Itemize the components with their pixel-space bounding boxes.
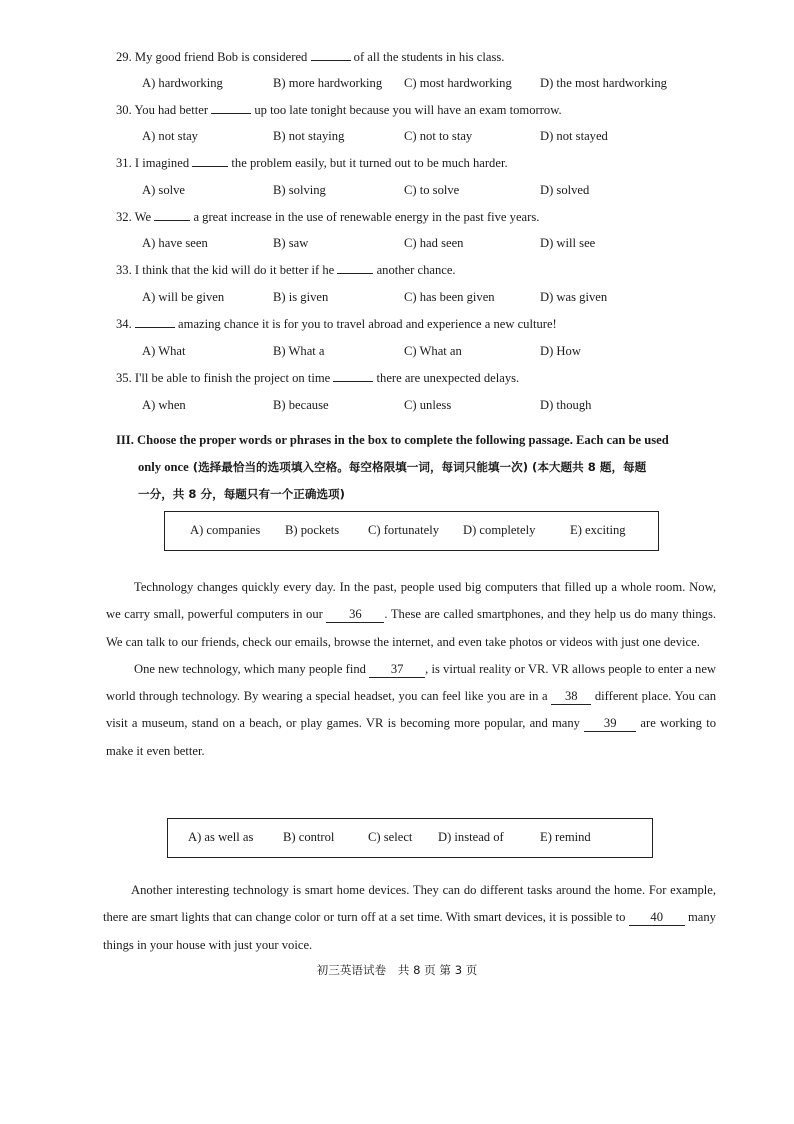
answer-blank [192, 166, 228, 167]
question-32 [116, 210, 539, 225]
option-c: C) unless [404, 398, 452, 412]
option-b: B) is given [273, 290, 329, 304]
word-box-2 [167, 818, 653, 858]
question-stem: there are unexpected delays. [373, 371, 520, 385]
options-33 [142, 290, 702, 308]
section-3-instructions [116, 427, 716, 508]
option-a: A) solve [142, 183, 186, 197]
paragraph: Another interesting technology is smart home devices. They can do different tasks around the home. For example, there are smart lights that can change color or turn off at a set time. With smart devices, it is possible to 40 many things in your house with just your voice. [103, 883, 716, 952]
answer-blank [211, 113, 251, 114]
question-34 [116, 317, 557, 332]
question-stem: I think that the kid will do it better if he [134, 263, 338, 277]
options-35 [142, 398, 702, 416]
option-d: D) not stayed [540, 129, 608, 143]
question-number: 33. [116, 263, 132, 277]
question-33 [116, 263, 456, 278]
question-number: 29. [116, 50, 132, 64]
option-a: A) will be given [142, 290, 225, 304]
option-b: B) saw [273, 236, 309, 250]
word-box-1 [164, 511, 659, 551]
instruction-line: III. Choose the proper words or phrases in the box to complete the following passage. Each can be used [116, 433, 669, 447]
answer-blank [337, 273, 373, 274]
answer-blank [333, 381, 373, 382]
option-b: B) solving [273, 183, 326, 197]
blank-36: 36 [326, 606, 384, 623]
question-stem: You had better [134, 103, 212, 117]
question-31 [116, 156, 508, 171]
question-stem: up too late tonight because you will have an exam tomorrow. [251, 103, 562, 117]
option-d: D) though [540, 398, 592, 412]
word-option: E) remind [540, 830, 591, 844]
blank-40: 40 [629, 909, 685, 926]
question-stem: the problem easily, but it turned out to be much harder. [228, 156, 508, 170]
word-option: A) as well as [188, 830, 254, 844]
option-a: A) when [142, 398, 186, 412]
answer-blank [135, 327, 175, 328]
page-footer: 初三英语试卷 共 8 页 第 3 页 [316, 963, 478, 977]
question-stem: My good friend Bob is considered [134, 50, 311, 64]
passage-1 [106, 574, 716, 765]
word-option: E) exciting [570, 523, 626, 537]
word-option: B) pockets [285, 523, 340, 537]
question-29 [116, 50, 504, 65]
option-d: D) the most hardworking [540, 76, 667, 90]
option-c: C) has been given [404, 290, 495, 304]
option-a: A) have seen [142, 236, 208, 250]
option-b: B) because [273, 398, 329, 412]
options-31 [142, 183, 702, 201]
instruction-line: only once (选择最恰当的选项填入空格。每空格限填一词，每词只能填一次) (本大题共 8 题，每题 [138, 460, 647, 474]
answer-blank [311, 60, 351, 61]
option-a: A) not stay [142, 129, 198, 143]
question-stem: amazing chance it is for you to travel abroad and experience a new culture! [174, 317, 557, 331]
question-stem: We [134, 210, 155, 224]
option-c: C) had seen [404, 236, 464, 250]
option-b: B) more hardworking [273, 76, 383, 90]
blank-38: 38 [551, 688, 591, 705]
word-option: A) companies [190, 523, 261, 537]
passage-2 [103, 877, 716, 959]
question-number: 30. [116, 103, 132, 117]
instruction-line: 一分，共 8 分，每题只有一个正确选项) [138, 487, 345, 501]
option-c: C) What an [404, 344, 462, 358]
blank-39: 39 [584, 715, 636, 732]
question-35 [116, 371, 519, 386]
options-32 [142, 236, 702, 254]
option-d: D) will see [540, 236, 596, 250]
option-c: C) most hardworking [404, 76, 512, 90]
word-option: B) control [283, 830, 335, 844]
options-34 [142, 344, 702, 362]
answer-blank [154, 220, 190, 221]
question-number: 34. [116, 317, 132, 331]
question-stem: a great increase in the use of renewable energy in the past five years. [190, 210, 540, 224]
blank-37: 37 [369, 661, 425, 678]
option-c: C) not to stay [404, 129, 473, 143]
option-b: B) What a [273, 344, 325, 358]
question-stem: another chance. [373, 263, 456, 277]
options-30 [142, 129, 702, 147]
option-b: B) not staying [273, 129, 345, 143]
option-a: A) hardworking [142, 76, 223, 90]
option-c: C) to solve [404, 183, 460, 197]
paragraph: Technology changes quickly every day. In the past, people used big computers that filled up a whole room. Now, we carry small, powerful computers in our 36 . These are called smartphones, and they help us do many things. We can talk to our friends, check our emails, browse the internet, and even take photos or videos with just one device. [106, 580, 717, 649]
question-stem: I imagined [134, 156, 193, 170]
question-number: 35. [116, 371, 132, 385]
option-d: D) How [540, 344, 581, 358]
question-number: 31. [116, 156, 132, 170]
option-d: D) was given [540, 290, 608, 304]
question-stem: of all the students in his class. [350, 50, 505, 64]
word-option: C) fortunately [368, 523, 439, 537]
word-option: D) completely [463, 523, 536, 537]
option-a: A) What [142, 344, 186, 358]
question-stem: I'll be able to finish the project on time [134, 371, 334, 385]
question-number: 32. [116, 210, 132, 224]
option-d: D) solved [540, 183, 590, 197]
word-option: C) select [368, 830, 413, 844]
question-30 [116, 103, 562, 118]
word-option: D) instead of [438, 830, 504, 844]
paragraph: One new technology, which many people find 37 , is virtual reality or VR. VR allows people to enter a new world through technology. By wearing a special headset, you can feel like you are in a 38 different place. You can visit a museum, stand on a beach, or play games. VR is becoming more popular, and many 39 are working to make it even better. [106, 661, 717, 758]
options-29 [142, 76, 702, 94]
